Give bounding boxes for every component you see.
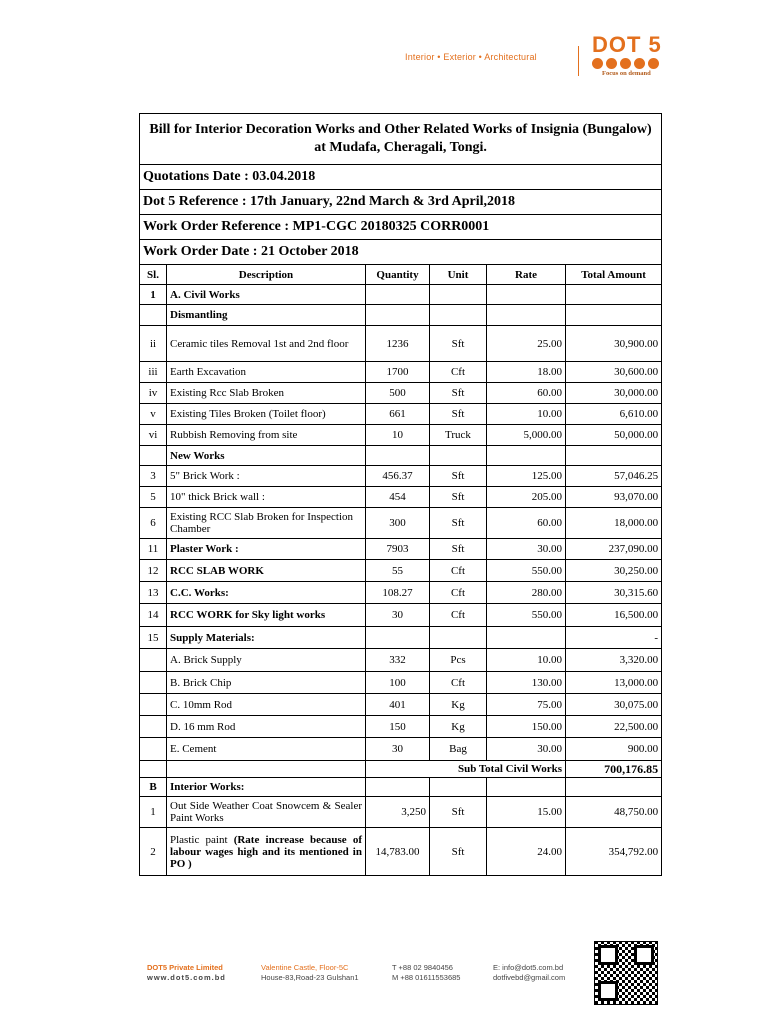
table-row: ii Ceramic tiles Removal 1st and 2nd floor 1236 Sft 25.00 30,900.00 bbox=[140, 326, 662, 362]
table-row: 2 Plastic paint (Rate increase because of labour wages high and its mentioned in PO ) 14,783.00 Sft 24.00 354,792.00 bbox=[140, 828, 662, 876]
table-row: B Interior Works: bbox=[140, 778, 662, 797]
table-row: iv Existing Rcc Slab Broken 500 Sft 60.00 30,000.00 bbox=[140, 383, 662, 404]
table-row: iii Earth Excavation 1700 Cft 18.00 30,600.00 bbox=[140, 362, 662, 383]
table-row: 15 Supply Materials: - bbox=[140, 627, 662, 649]
col-quantity: Quantity bbox=[366, 265, 430, 285]
col-unit: Unit bbox=[430, 265, 487, 285]
col-rate: Rate bbox=[487, 265, 566, 285]
subtotal-label: Sub Total Civil Works bbox=[366, 761, 566, 778]
table-row: A. Brick Supply 332 Pcs 10.00 3,320.00 bbox=[140, 649, 662, 672]
subtotal-value: 700,176.85 bbox=[566, 761, 662, 778]
table-row: 5 10" thick Brick wall : 454 Sft 205.00 93,070.00 bbox=[140, 487, 662, 508]
quotation-date: Quotations Date : 03.04.2018 bbox=[140, 165, 662, 190]
bill-title: Bill for Interior Decoration Works and Other Related Works of Insignia (Bungalow) at Mudafa, Cheragali, Tongi. bbox=[140, 114, 662, 165]
table-header-row bbox=[140, 265, 662, 285]
logo-tagline: Focus on demand bbox=[602, 70, 651, 77]
table-row: 11 Plaster Work : 7903 Sft 30.00 237,090.00 bbox=[140, 539, 662, 560]
col-sl: Sl. bbox=[140, 265, 167, 285]
col-total-amount: Total Amount bbox=[566, 265, 662, 285]
subtotal-row bbox=[140, 761, 662, 778]
table-row: Dismantling bbox=[140, 305, 662, 326]
table-row: 12 RCC SLAB WORK 55 Cft 550.00 30,250.00 bbox=[140, 560, 662, 582]
footer-email: E: info@dot5.com.bd dotfivebd@gmail.com bbox=[493, 963, 566, 982]
table-row: 6 Existing RCC Slab Broken for Inspection Chamber 300 Sft 60.00 18,000.00 bbox=[140, 508, 662, 539]
table-row: 13 C.C. Works: 108.27 Cft 280.00 30,315.60 bbox=[140, 582, 662, 604]
logo-text: DOT 5 bbox=[592, 32, 662, 57]
table-row: E. Cement 30 Bag 30.00 900.00 bbox=[140, 738, 662, 761]
table-row: vi Rubbish Removing from site 10 Truck 5,000.00 50,000.00 bbox=[140, 425, 662, 446]
table-row: 1 Out Side Weather Coat Snowcem & Sealer Paint Works 3,250 Sft 15.00 48,750.00 bbox=[140, 797, 662, 828]
dot5-logo bbox=[592, 34, 682, 80]
table-row: D. 16 mm Rod 150 Kg 150.00 22,500.00 bbox=[140, 716, 662, 738]
table-row: 14 RCC WORK for Sky light works 30 Cft 550.00 16,500.00 bbox=[140, 604, 662, 627]
footer-address: Valentine Castle, Floor-5C House-83,Road-23 Gulshan1 bbox=[261, 963, 359, 982]
table-row: B. Brick Chip 100 Cft 130.00 13,000.00 bbox=[140, 672, 662, 694]
work-order-date: Work Order Date : 21 October 2018 bbox=[140, 240, 662, 265]
footer-phone: T +88 02 9840456 M +88 01611553685 bbox=[392, 963, 461, 982]
table-row: 1 A. Civil Works bbox=[140, 285, 662, 305]
footer-website[interactable]: www.dot5.com.bd bbox=[147, 973, 226, 982]
table-row: 3 5" Brick Work : 456.37 Sft 125.00 57,046.25 bbox=[140, 466, 662, 487]
qr-code-icon bbox=[594, 941, 658, 1005]
header-divider bbox=[578, 46, 579, 76]
table-row: v Existing Tiles Broken (Toilet floor) 661 Sft 10.00 6,610.00 bbox=[140, 404, 662, 425]
bill-table bbox=[139, 113, 662, 876]
header-tagline: Interior • Exterior • Architectural bbox=[405, 52, 537, 62]
logo-dots bbox=[592, 58, 682, 69]
col-description: Description bbox=[167, 265, 366, 285]
footer-company: DOT5 Private Limited www.dot5.com.bd bbox=[147, 963, 226, 982]
work-order-reference: Work Order Reference : MP1-CGC 20180325 CORR0001 bbox=[140, 215, 662, 240]
table-row: New Works bbox=[140, 446, 662, 466]
table-row: C. 10mm Rod 401 Kg 75.00 30,075.00 bbox=[140, 694, 662, 716]
dot5-reference: Dot 5 Reference : 17th January, 22nd March & 3rd April,2018 bbox=[140, 190, 662, 215]
